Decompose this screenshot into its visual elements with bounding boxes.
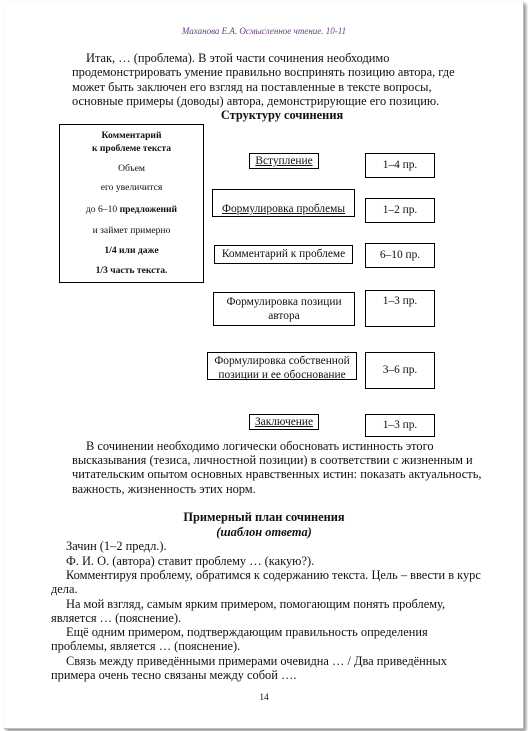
intro-line-4: основные примеры (доводы) автора, демонстрирующие его позицию. bbox=[72, 94, 440, 108]
page-number: 14 bbox=[259, 693, 269, 703]
comment-line-2: его увеличится bbox=[100, 182, 163, 193]
comment-line-5: 1/4 или даже bbox=[104, 245, 159, 256]
section-label: Формулировка проблемы bbox=[221, 203, 346, 215]
section-count-problem: 1–2 пр. bbox=[365, 198, 435, 223]
comment-title-2: к проблеме текста bbox=[91, 143, 172, 154]
section-label-1: Формулировка позиции bbox=[226, 296, 342, 308]
section-label-2: автора bbox=[268, 310, 300, 322]
comment-line-3-plain: до 6–10 bbox=[85, 204, 120, 215]
comment-line-3 bbox=[60, 204, 203, 216]
section-box-conclusion bbox=[249, 414, 319, 430]
conclusion-line-1: В сочинении необходимо логически обосновать истинность этого bbox=[86, 439, 434, 453]
section-box-own-position bbox=[207, 352, 357, 380]
comment-line-3-bold: предложений bbox=[119, 204, 178, 215]
section-label: Комментарий к проблеме bbox=[221, 248, 346, 260]
plan-line-3: Комментируя проблему, обратимся к содержанию текста. Цель – ввести в курс bbox=[66, 568, 481, 582]
section-count-own-position: 3–6 пр. bbox=[365, 352, 435, 389]
section-label-1: Формулировка собственной bbox=[214, 355, 350, 367]
section-box-intro bbox=[249, 153, 319, 169]
structure-title: Структуру сочинения bbox=[220, 108, 344, 122]
comment-line-6: 1/3 часть текста. bbox=[95, 265, 168, 276]
intro-line-1: Итак, … (проблема). В этой части сочинения необходимо bbox=[86, 51, 390, 65]
section-box-comment bbox=[214, 245, 353, 264]
section-count-intro: 1–4 пр. bbox=[365, 153, 435, 178]
section-count-author-position: 1–3 пр. bbox=[365, 290, 435, 327]
comment-title-1: Комментарий bbox=[101, 130, 162, 141]
intro-line-3: может быть заключен его взгляд на поставленные в тексте вопросы, bbox=[72, 80, 432, 94]
conclusion-line-3: читательским опытом основных нравственных истин: показать актуальность, bbox=[72, 467, 482, 481]
section-count-comment: 6–10 пр. bbox=[365, 243, 435, 268]
comment-box bbox=[59, 124, 204, 283]
plan-line-8: проблемы, является … (пояснение). bbox=[51, 639, 241, 653]
plan-subtitle: (шаблон ответа) bbox=[216, 525, 312, 539]
conclusion-line-4: важность, жизненность этих норм. bbox=[72, 482, 256, 496]
section-count-conclusion: 1–3 пр. bbox=[365, 414, 435, 437]
plan-line-4: дела. bbox=[51, 582, 78, 596]
comment-line-4: и займет примерно bbox=[92, 225, 171, 236]
plan-line-5: На мой взгляд, самым ярким примером, помогающим понять проблему, bbox=[66, 597, 446, 611]
section-box-author-position bbox=[213, 292, 355, 326]
conclusion-line-2: высказывания (тезиса, личностной позиции) в соответствии с жизненным и bbox=[72, 453, 473, 467]
plan-line-9: Связь между приведёнными примерами очевидна … / Два приведённых bbox=[66, 654, 447, 668]
plan-line-7: Ещё одним примером, подтверждающим правильность определения bbox=[66, 625, 428, 639]
comment-line-1: Объем bbox=[118, 163, 145, 174]
section-label: Заключение bbox=[254, 416, 314, 428]
plan-title: Примерный план сочинения bbox=[183, 510, 345, 524]
section-box-problem bbox=[212, 189, 355, 217]
plan-line-2: Ф. И. О. (автора) ставит проблему … (какую?). bbox=[66, 554, 315, 568]
plan-line-1: Зачин (1–2 предл.). bbox=[66, 539, 167, 553]
running-header: Маханова Е.А. Осмысленное чтение. 10-11 bbox=[181, 26, 347, 36]
plan-line-6: является … (пояснение). bbox=[51, 611, 182, 625]
section-label-2: позиции и ее обоснование bbox=[218, 369, 346, 381]
intro-line-2: продемонстрировать умение правильно воспринять позицию автора, где bbox=[72, 65, 455, 79]
section-label: Вступление bbox=[255, 155, 313, 167]
plan-line-10: примера очень тесно связаны между собой …. bbox=[51, 668, 297, 682]
